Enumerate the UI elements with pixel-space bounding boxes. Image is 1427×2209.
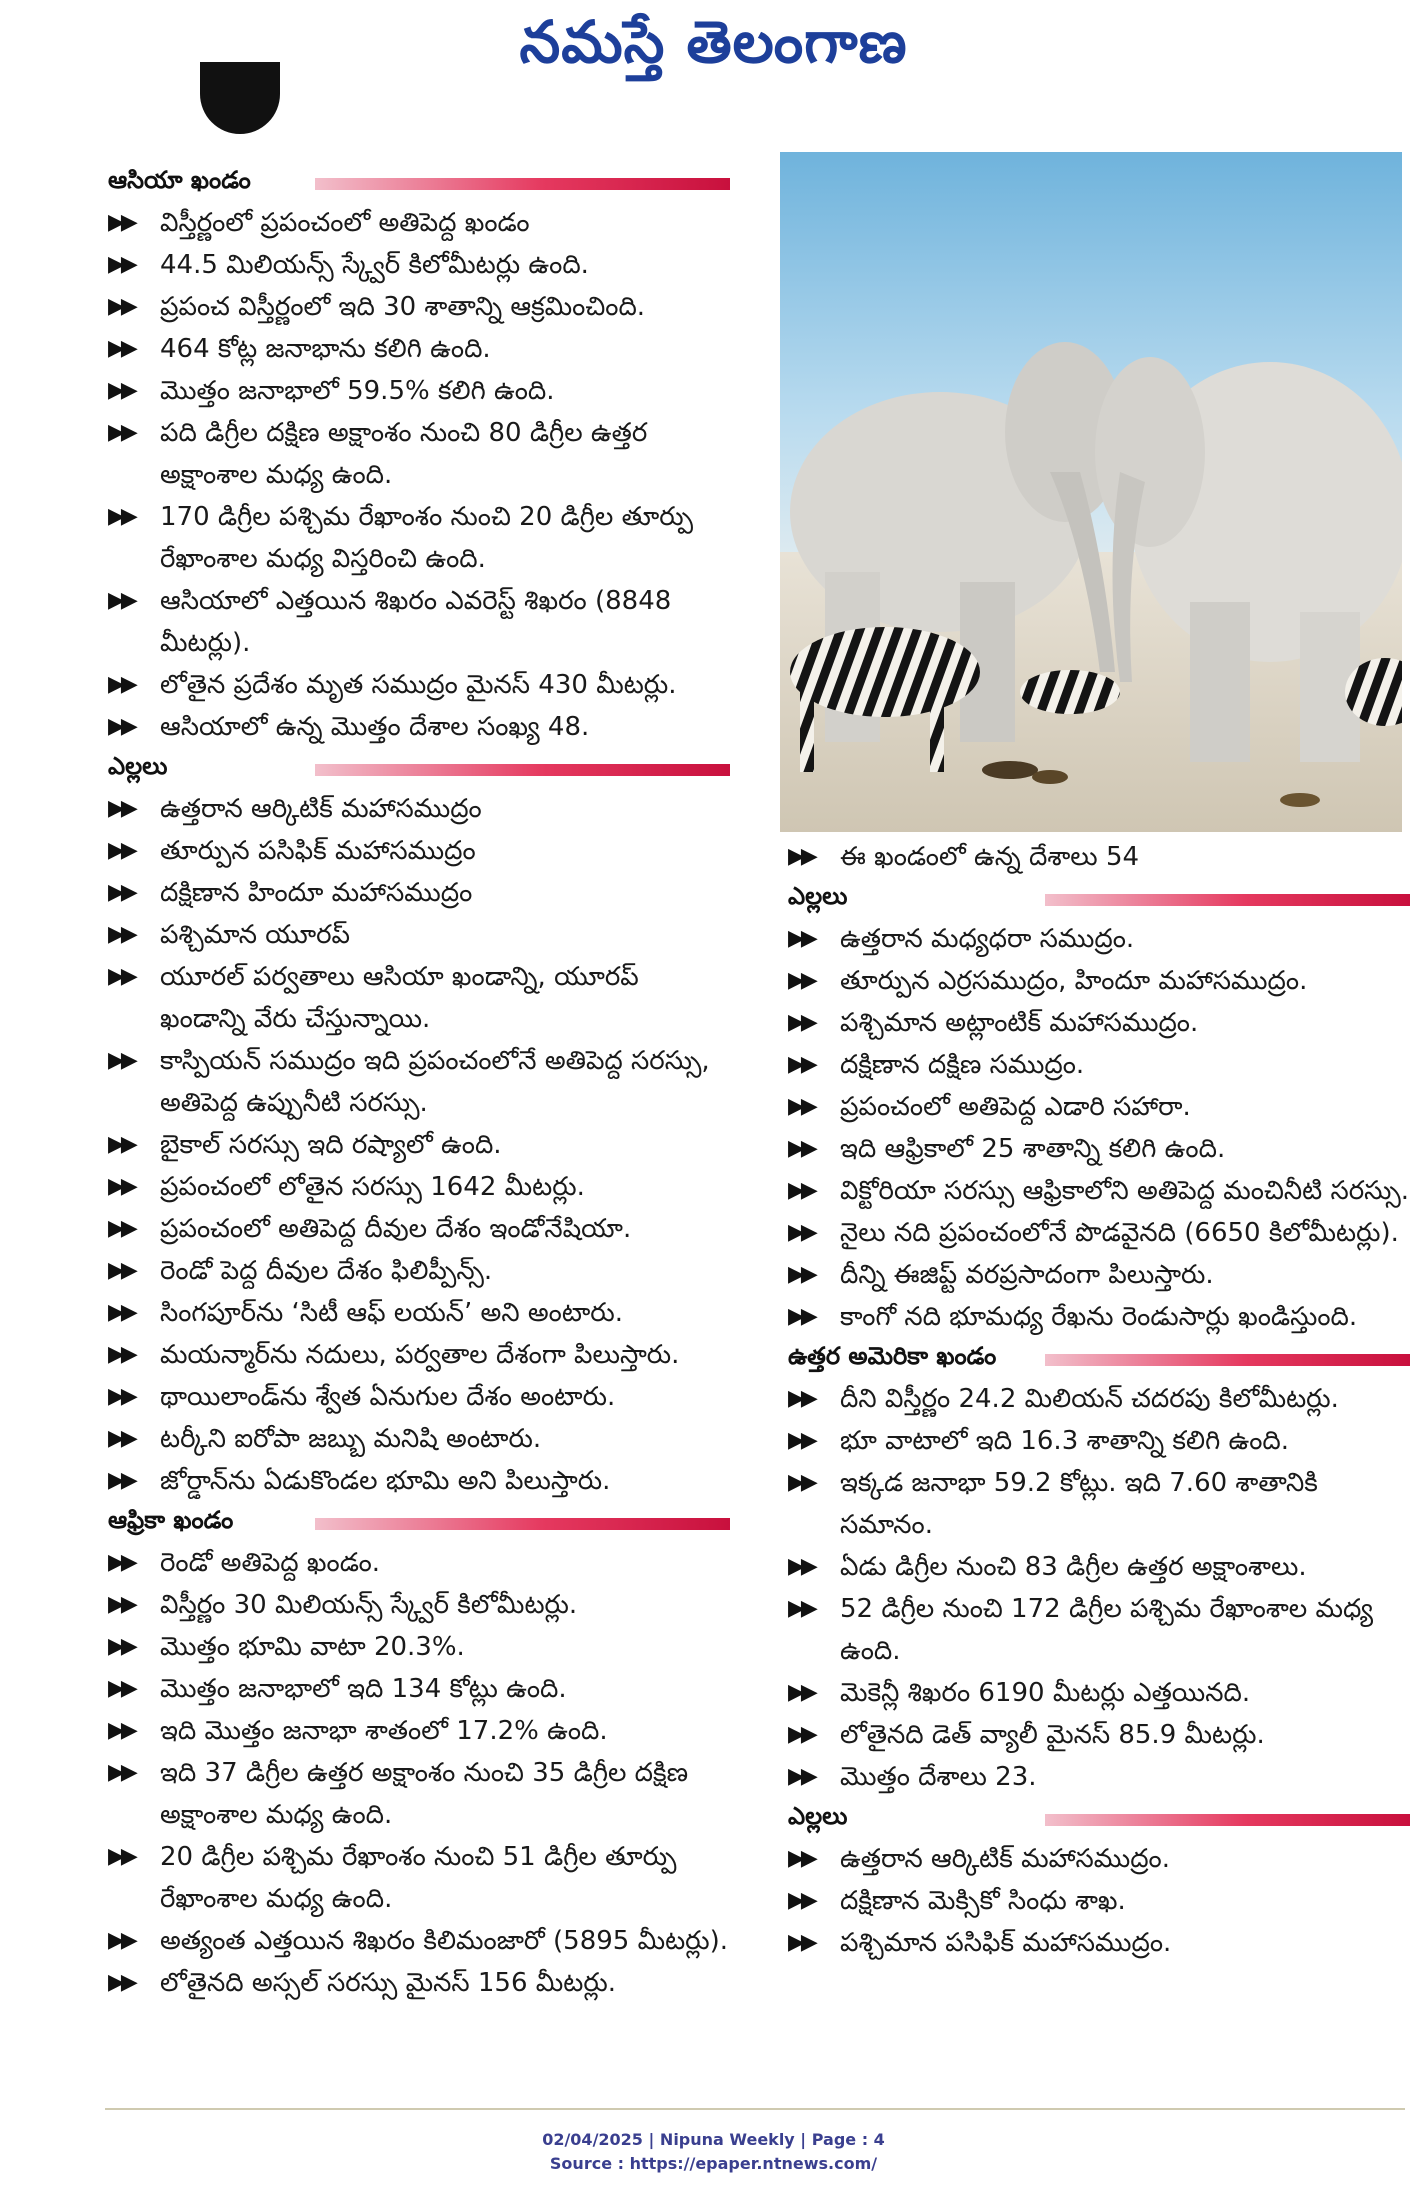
list-item: ▶▶ రెండో పెద్ద దీవుల దేశం ఫిలిప్పీన్స్. [100,1250,730,1292]
bullet-icon: ▶▶ [108,1426,134,1451]
bullet-icon: ▶▶ [108,588,134,613]
section-accent-bar [315,764,730,776]
bullet-icon: ▶▶ [108,1844,134,1869]
list-item: ▶▶ విస్తీర్ణంలో ప్రపంచంలో అతిపెద్ద ఖండం [100,202,730,244]
bullet-icon: ▶▶ [108,1718,134,1743]
bullet-icon: ▶▶ [788,1554,814,1579]
list-item: ▶▶ ఇది మొత్తం జనాభా శాతంలో 17.2% ఉంది. [100,1710,730,1752]
footer-divider [105,2108,1405,2110]
section-title-africa: ఆఫ్రికా ఖండం [108,1506,234,1534]
bullet-icon: ▶▶ [108,1258,134,1283]
list-item: ▶▶ ఉత్తరాన ఆర్కిటిక్ మహాసముద్రం. [780,1838,1410,1880]
list-item: ▶▶ లోతైన ప్రదేశం మృత సముద్రం మైనస్ 430 మీటర్లు. [100,664,730,706]
list-item: ▶▶ దీని విస్తీర్ణం 24.2 మిలియన్ చదరపు కిలోమీటర్లు. [780,1378,1410,1420]
bullet-icon: ▶▶ [108,838,134,863]
section-accent-bar [1045,1814,1410,1826]
list-item: ▶▶ దక్షిణాన మెక్సికో సింధు శాఖ. [780,1880,1410,1922]
bullet-icon: ▶▶ [108,714,134,739]
section-accent-bar [315,178,730,190]
bullet-icon: ▶▶ [788,1764,814,1789]
asia-borders-list [100,788,730,1502]
bullet-icon: ▶▶ [108,672,134,697]
north-america-list [780,1378,1410,1798]
bullet-icon: ▶▶ [108,1132,134,1157]
bullet-icon: ▶▶ [788,1470,814,1495]
list-item: ▶▶ మొత్తం భూమి వాటా 20.3%. [100,1626,730,1668]
bullet-icon: ▶▶ [108,796,134,821]
decorative-drop-glyph [200,62,280,134]
list-item: ▶▶ ఉత్తరాన ఆర్కిటిక్ మహాసముద్రం [100,788,730,830]
bullet-icon: ▶▶ [108,210,134,235]
list-item: ▶▶ ఏడు డిగ్రీల నుంచి 83 డిగ్రీల ఉత్తర అక్షాంశాలు. [780,1546,1410,1588]
list-item: ▶▶ ఆసియాలో ఎత్తయిన శిఖరం ఎవరెస్ట్ శిఖరం (8848 మీటర్లు). [100,580,730,664]
list-item: ▶▶ ప్రపంచంలో లోతైన సరస్సు 1642 మీటర్లు. [100,1166,730,1208]
bullet-icon: ▶▶ [108,252,134,277]
bullet-icon: ▶▶ [108,1634,134,1659]
bullet-icon: ▶▶ [788,1304,814,1329]
bullet-icon: ▶▶ [108,1174,134,1199]
bullet-icon: ▶▶ [788,1428,814,1453]
list-item: ▶▶ లోతైనది డెత్ వ్యాలీ మైనస్ 85.9 మీటర్లు. [780,1714,1410,1756]
list-item: ▶▶ ప్రపంచ విస్తీర్ణంలో ఇది 30 శాతాన్ని ఆక్రమించింది. [100,286,730,328]
list-item: ▶▶ లోతైనది అస్సల్ సరస్సు మైనస్ 156 మీటర్లు. [100,1962,730,2004]
section-accent-bar [315,1518,730,1530]
africa-borders-list [780,918,1410,1338]
masthead-title: నమస్తే తెలంగాణ [519,8,908,76]
section-header-africa [100,1502,730,1542]
list-item: ▶▶ సింగపూర్‌ను ‘సిటీ ఆఫ్ లయన్’ అని అంటారు. [100,1292,730,1334]
list-item: ▶▶ జోర్డాన్‌ను ఏడుకొండల భూమి అని పిలుస్తారు. [100,1460,730,1502]
section-title-north-america: ఉత్తర అమెరికా ఖండం [788,1342,997,1370]
list-item: ▶▶ తూర్పున ఎర్రసముద్రం, హిందూ మహాసముద్రం. [780,960,1410,1002]
footer-date-line: 02/04/2025 | Nipuna Weekly | Page : 4 [542,2130,885,2149]
africa-countries-list [780,836,1410,878]
list-item: ▶▶ 52 డిగ్రీల నుంచి 172 డిగ్రీల పశ్చిమ రేఖాంశాల మధ్య ఉంది. [780,1588,1410,1672]
list-item: ▶▶ ఇది 37 డిగ్రీల ఉత్తర అక్షాంశం నుంచి 35 డిగ్రీల దక్షిణ అక్షాంశాల మధ్య ఉంది. [100,1752,730,1836]
bullet-icon: ▶▶ [108,1216,134,1241]
bullet-icon: ▶▶ [108,1970,134,1995]
list-item: ▶▶ బైకాల్ సరస్సు ఇది రష్యాలో ఉంది. [100,1124,730,1166]
list-item: ▶▶ మెకెన్లీ శిఖరం 6190 మీటర్లు ఎత్తయినది. [780,1672,1410,1714]
list-item: ▶▶ రెండో అతిపెద్ద ఖండం. [100,1542,730,1584]
bullet-icon: ▶▶ [108,964,134,989]
list-item: ▶▶ ఇక్కడ జనాభా 59.2 కోట్లు. ఇది 7.60 శాతానికి సమానం. [780,1462,1410,1546]
list-item: ▶▶ దీన్ని ఈజిప్ట్ వరప్రసాదంగా పిలుస్తారు. [780,1254,1410,1296]
bullet-icon: ▶▶ [788,1094,814,1119]
list-item: ▶▶ భూ వాటాలో ఇది 16.3 శాతాన్ని కలిగి ఉంది. [780,1420,1410,1462]
section-title-north-america-borders: ఎల్లలు [788,1802,848,1830]
section-header-asia [100,162,730,202]
bullet-icon: ▶▶ [108,1384,134,1409]
bullet-icon: ▶▶ [788,926,814,951]
list-item: ▶▶ ఉత్తరాన మధ్యధరా సముద్రం. [780,918,1410,960]
list-item: ▶▶ విస్తీర్ణం 30 మిలియన్స్ స్క్వేర్ కిలోమీటర్లు. [100,1584,730,1626]
list-item: ▶▶ థాయిలాండ్‌ను శ్వేత ఏనుగుల దేశం అంటారు. [100,1376,730,1418]
bullet-icon: ▶▶ [788,1136,814,1161]
africa-list [100,1542,730,2004]
list-item: ▶▶ పశ్చిమాన అట్లాంటిక్ మహాసముద్రం. [780,1002,1410,1044]
list-item: ▶▶ మొత్తం జనాభాలో 59.5% కలిగి ఉంది. [100,370,730,412]
footer [0,2128,1427,2176]
list-item: ▶▶ ప్రపంచంలో అతిపెద్ద ఎడారి సహారా. [780,1086,1410,1128]
list-item: ▶▶ మొత్తం దేశాలు 23. [780,1756,1410,1798]
bullet-icon: ▶▶ [108,1928,134,1953]
list-item: ▶▶ మొత్తం జనాభాలో ఇది 134 కోట్లు ఉంది. [100,1668,730,1710]
bullet-icon: ▶▶ [788,1722,814,1747]
bullet-icon: ▶▶ [788,1888,814,1913]
section-title-africa-borders: ఎల్లలు [788,882,848,910]
section-header-north-america-borders [780,1798,1410,1838]
bullet-icon: ▶▶ [108,420,134,445]
section-accent-bar [1045,894,1410,906]
list-item: ▶▶ విక్టోరియా సరస్సు ఆఫ్రికాలోని అతిపెద్ద మంచినీటి సరస్సు. [780,1170,1410,1212]
bullet-icon: ▶▶ [108,1468,134,1493]
bullet-icon: ▶▶ [108,378,134,403]
section-header-asia-borders [100,748,730,788]
list-item: ▶▶ దక్షిణాన హిందూ మహాసముద్రం [100,872,730,914]
bullet-icon: ▶▶ [788,1052,814,1077]
list-item: ▶▶ అత్యంత ఎత్తయిన శిఖరం కిలిమంజారో (5895 మీటర్లు). [100,1920,730,1962]
bullet-icon: ▶▶ [108,1048,134,1073]
bullet-icon: ▶▶ [788,1178,814,1203]
bullet-icon: ▶▶ [108,336,134,361]
section-header-north-america [780,1338,1410,1378]
bullet-icon: ▶▶ [788,1930,814,1955]
list-item: ▶▶ 44.5 మిలియన్స్ స్క్వేర్ కిలోమీటర్లు ఉంది. [100,244,730,286]
list-item: ▶▶ పది డిగ్రీల దక్షిణ అక్షాంశం నుంచి 80 డిగ్రీల ఉత్తర అక్షాంశాల మధ్య ఉంది. [100,412,730,496]
list-item: ▶▶ మయన్మార్‌ను నదులు, పర్వతాల దేశంగా పిలుస్తారు. [100,1334,730,1376]
bullet-icon: ▶▶ [108,1300,134,1325]
bullet-icon: ▶▶ [108,1592,134,1617]
elephants-zebras-photo [780,152,1402,832]
list-item: ▶▶ కాంగో నది భూమధ్య రేఖను రెండుసార్లు ఖండిస్తుంది. [780,1296,1410,1338]
bullet-icon: ▶▶ [788,1262,814,1287]
left-column [100,162,730,2004]
bullet-icon: ▶▶ [108,880,134,905]
section-header-africa-borders [780,878,1410,918]
bullet-icon: ▶▶ [108,1550,134,1575]
bullet-icon: ▶▶ [788,1596,814,1621]
list-item: ▶▶ ఈ ఖండంలో ఉన్న దేశాలు 54 [780,836,1410,878]
list-item: ▶▶ 170 డిగ్రీల పశ్చిమ రేఖాంశం నుంచి 20 డిగ్రీల తూర్పు రేఖాంశాల మధ్య విస్తరించి ఉంది. [100,496,730,580]
list-item: ▶▶ దక్షిణాన దక్షిణ సముద్రం. [780,1044,1410,1086]
bullet-icon: ▶▶ [108,294,134,319]
bullet-icon: ▶▶ [788,1220,814,1245]
bullet-icon: ▶▶ [788,1846,814,1871]
list-item: ▶▶ నైలు నది ప్రపంచంలోనే పొడవైనది (6650 కిలోమీటర్లు). [780,1212,1410,1254]
list-item: ▶▶ యూరల్ పర్వతాలు ఆసియా ఖండాన్ని, యూరప్ ఖండాన్ని వేరు చేస్తున్నాయి. [100,956,730,1040]
section-title-asia: ఆసియా ఖండం [108,166,251,194]
list-item: ▶▶ పశ్చిమాన యూరప్ [100,914,730,956]
asia-list [100,202,730,748]
list-item: ▶▶ పశ్చిమాన పసిఫిక్ మహాసముద్రం. [780,1922,1410,1964]
bullet-icon: ▶▶ [788,1680,814,1705]
north-america-borders-list [780,1838,1410,1964]
bullet-icon: ▶▶ [788,1010,814,1035]
bullet-icon: ▶▶ [108,504,134,529]
section-title-asia-borders: ఎల్లలు [108,752,168,780]
list-item: ▶▶ ప్రపంచంలో అతిపెద్ద దీవుల దేశం ఇండోనేషియా. [100,1208,730,1250]
right-column [780,836,1410,1964]
bullet-icon: ▶▶ [788,844,814,869]
bullet-icon: ▶▶ [108,922,134,947]
section-accent-bar [1045,1354,1410,1366]
bullet-icon: ▶▶ [788,968,814,993]
list-item: ▶▶ తూర్పున పసిఫిక్ మహాసముద్రం [100,830,730,872]
footer-source-link[interactable]: Source : https://epaper.ntnews.com/ [549,2154,878,2173]
list-item: ▶▶ ఆసియాలో ఉన్న మొత్తం దేశాల సంఖ్య 48. [100,706,730,748]
bullet-icon: ▶▶ [108,1342,134,1367]
list-item: ▶▶ ఇది ఆఫ్రికాలో 25 శాతాన్ని కలిగి ఉంది. [780,1128,1410,1170]
bullet-icon: ▶▶ [788,1386,814,1411]
list-item: ▶▶ కాస్పియన్ సముద్రం ఇది ప్రపంచంలోనే అతిపెద్ద సరస్సు, అతిపెద్ద ఉప్పునీటి సరస్సు. [100,1040,730,1124]
list-item: ▶▶ 20 డిగ్రీల పశ్చిమ రేఖాంశం నుంచి 51 డిగ్రీల తూర్పు రేఖాంశాల మధ్య ఉంది. [100,1836,730,1920]
list-item: ▶▶ 464 కోట్ల జనాభాను కలిగి ఉంది. [100,328,730,370]
list-item: ▶▶ టర్కీని ఐరోపా జబ్బు మనిషి అంటారు. [100,1418,730,1460]
bullet-icon: ▶▶ [108,1676,134,1701]
bullet-icon: ▶▶ [108,1760,134,1785]
